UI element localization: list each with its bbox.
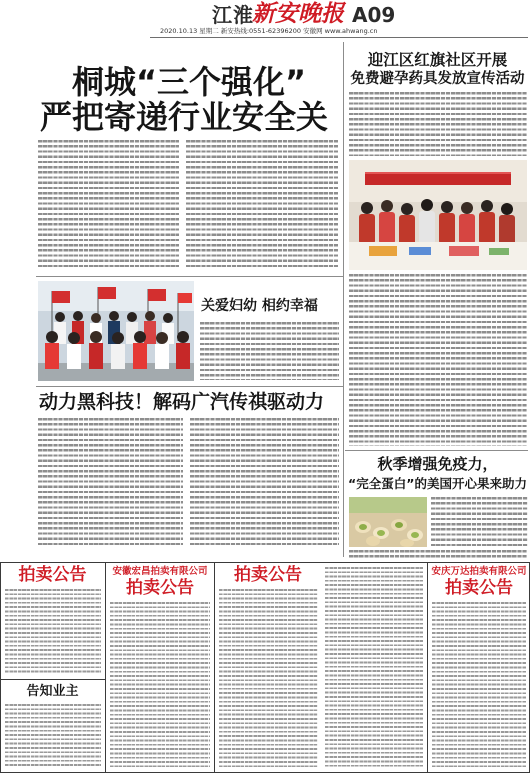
auction-notice-body xyxy=(5,589,101,675)
issue-info-line: 2020.10.13 星期二 新安热线:0551-62396200 安徽网 www.ahwang.cn xyxy=(160,27,378,35)
auction-notice-title: 拍卖公告 xyxy=(234,565,302,585)
tongcheng-body-column-2 xyxy=(186,140,338,270)
masthead-rule xyxy=(150,37,528,38)
gac-body-column-1 xyxy=(38,418,183,548)
gac-body-column-2 xyxy=(190,418,339,548)
auction-notice-body-column-2 xyxy=(325,567,423,768)
info-table xyxy=(349,242,527,270)
wanda-notice-body xyxy=(432,602,526,768)
owners-notice-title: 告知业主 xyxy=(26,684,79,699)
guanai-headline: 关爱妇幼 相约幸福 xyxy=(201,298,318,314)
pistachio-body-end xyxy=(349,550,527,558)
tongcheng-headline-2: 严把寄递行业安全关 xyxy=(40,98,329,136)
column-divider xyxy=(343,42,344,557)
section-divider xyxy=(345,450,528,451)
page-number: A09 xyxy=(352,3,396,27)
notice-divider xyxy=(214,562,215,773)
yingjiang-body-top xyxy=(349,92,527,156)
hongchang-company-name: 安徽宏昌拍卖有限公司 xyxy=(112,566,208,577)
section-divider xyxy=(36,386,343,387)
pistachio-body xyxy=(431,497,528,547)
yingjiang-headline-1: 迎江区红旗社区开展 xyxy=(367,51,508,69)
pistachio-headline-1: 秋季增强免疫力， xyxy=(377,455,498,473)
gac-headline: 动力黑科技！解码广汽传祺驱动力 xyxy=(39,391,325,413)
auction-notice-body-column-1 xyxy=(219,589,318,768)
hongchang-notice-body xyxy=(110,602,210,768)
hongchang-notice-title: 拍卖公告 xyxy=(126,578,194,598)
section-name: 江淮 xyxy=(212,3,254,27)
section-divider xyxy=(36,276,343,277)
auction-notice-title: 拍卖公告 xyxy=(18,565,87,585)
notice-divider xyxy=(0,679,105,680)
photo-community-event xyxy=(349,160,527,270)
yingjiang-headline-2: 免费避孕药具发放宣传活动 xyxy=(350,71,525,87)
tongcheng-body-column-1 xyxy=(38,140,179,270)
red-banner xyxy=(365,172,511,185)
yingjiang-body-bottom xyxy=(349,274,527,446)
photo-pistachios xyxy=(349,497,427,547)
wanda-company-name: 安庆万达拍卖有限公司 xyxy=(431,566,527,577)
guanai-body xyxy=(200,322,339,380)
wanda-notice-title: 拍卖公告 xyxy=(445,578,513,598)
owners-notice-body xyxy=(5,704,101,768)
tongcheng-headline-1: 桐城“三个强化” xyxy=(72,63,307,101)
newspaper-logo: 新安晚报 xyxy=(252,1,344,27)
photo-group-with-flags xyxy=(38,281,194,381)
pistachio-headline-2: “完全蛋白”的美国开心果来助力 xyxy=(348,476,527,491)
